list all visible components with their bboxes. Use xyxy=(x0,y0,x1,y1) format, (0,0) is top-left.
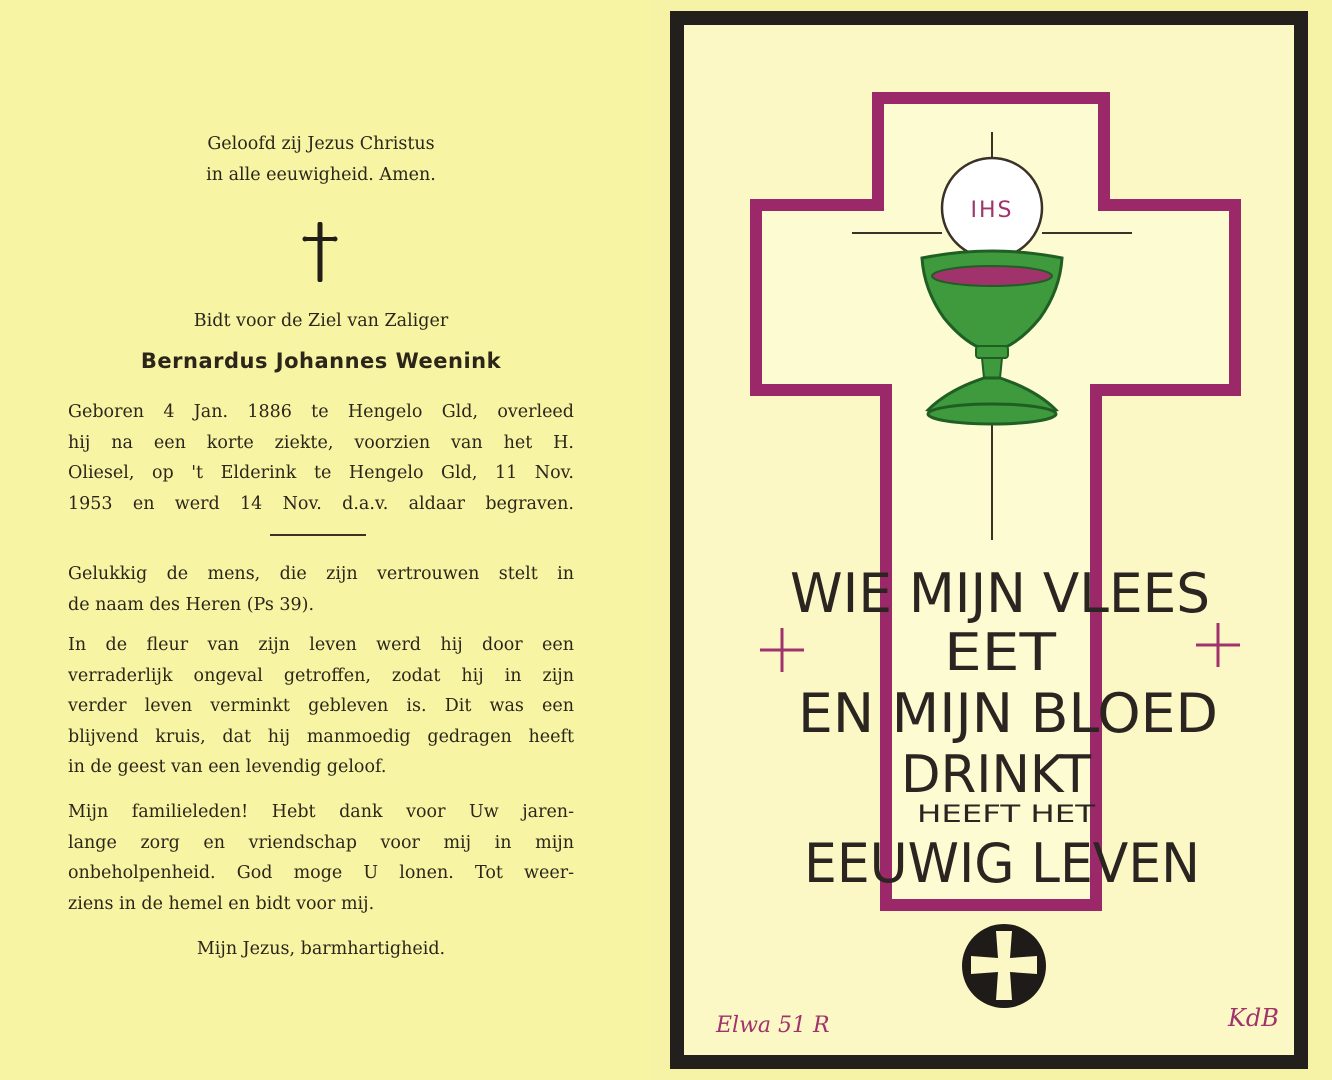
psalm-line: de naam des Heren (Ps 39). xyxy=(68,594,315,615)
deceased-name: Bernardus Johannes Weenink xyxy=(140,349,502,373)
life-line: verder leven verminkt gebleven is. Dit was een xyxy=(68,696,574,716)
family-line: lange zorg en vriendschap voor mij in mijn xyxy=(68,832,574,853)
psalm-line: Gelukkig de mens, die zijn vertrouwen stelt in xyxy=(68,564,574,584)
small-cross-left-icon xyxy=(760,628,804,672)
biography-line: Geboren 4 Jan. 1886 te Hengelo Gld, overleed xyxy=(68,402,574,422)
biography-line: 1953 en werd 14 Nov. d.a.v. aldaar begraven. xyxy=(68,493,574,514)
biography-line: Oliesel, op 't Elderink te Hengelo Gld, 11 Nov. xyxy=(68,463,574,483)
verse-line-3: EN MIJN BLOED xyxy=(798,682,1218,745)
family-line: onbeholpenheid. God moge U lonen. Tot weer- xyxy=(68,863,574,883)
verse-line-4: DRINKT xyxy=(901,745,1092,805)
host-monogram: IHS xyxy=(970,198,1014,223)
verse-line-5: HEEFT HET xyxy=(917,800,1096,828)
medallion-cross-icon xyxy=(962,924,1046,1008)
verse-line-2: EET xyxy=(944,623,1057,683)
life-line: In de fleur van zijn leven werd hij door een xyxy=(68,635,574,655)
verse-line-1: WIE MIJN VLEES xyxy=(790,562,1210,625)
small-cross-right-icon xyxy=(1196,623,1240,667)
life-line: verraderlijk ongeval getroffen, zodat hij in zijn xyxy=(68,665,574,686)
biography-line: hij na een korte ziekte, voorzien van het H. xyxy=(68,432,574,453)
artist-signature: Elwa 51 R xyxy=(716,1013,830,1038)
life-line: blijvend kruis, dat hij manmoedig gedragen heeft xyxy=(68,726,574,747)
monogram-signature: KdB xyxy=(1228,1004,1279,1032)
closing-text: Mijn Jezus, barmhartigheid. xyxy=(196,939,446,959)
family-line: ziens in de hemel en bidt voor mij. xyxy=(68,893,375,914)
heading-line-1: Geloofd zij Jezus Christus xyxy=(207,134,435,154)
heading-line-2: in alle eeuwigheid. Amen. xyxy=(206,164,436,185)
family-line: Mijn familieleden! Hebt dank voor Uw jaren- xyxy=(68,802,574,822)
verse-line-6: EEUWIG LEVEN xyxy=(804,832,1200,895)
prayer-intro-text: Bidt voor de Ziel van Zaliger xyxy=(193,311,449,331)
life-line: in de geest van een levendig geloof. xyxy=(68,757,387,777)
